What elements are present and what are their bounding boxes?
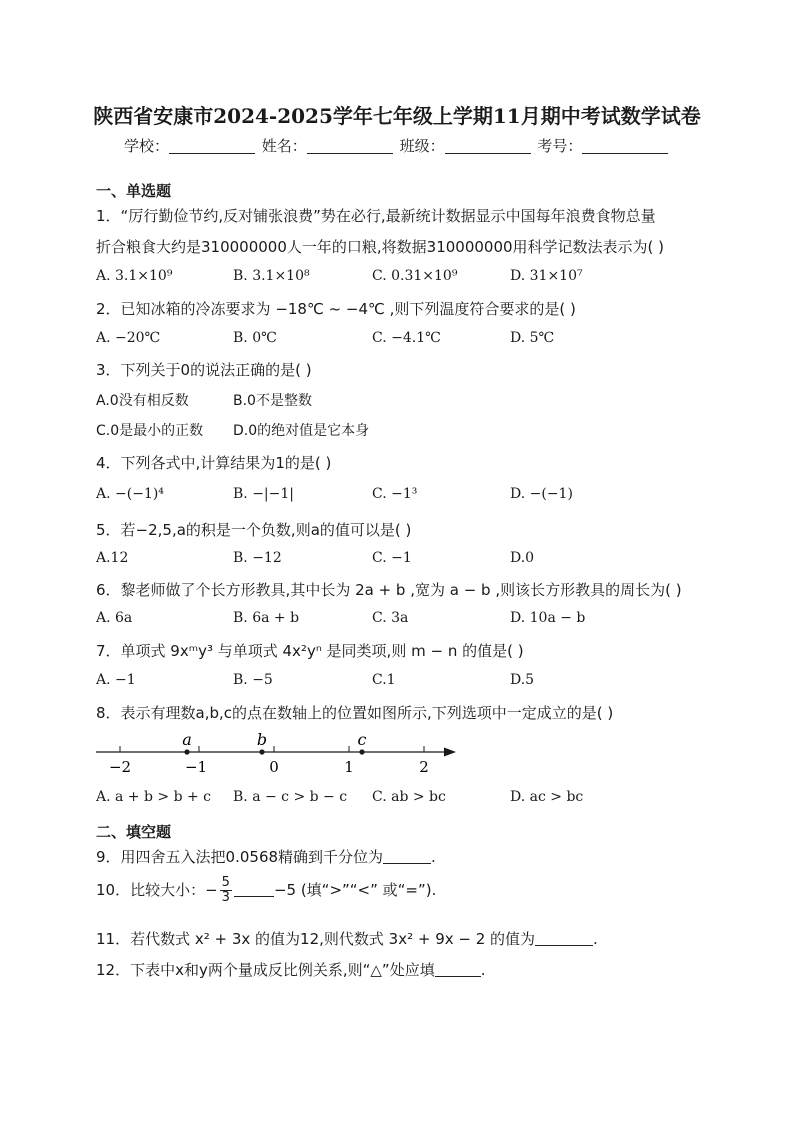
question-2-line-1: 2．已知冰箱的冷冻要求为 −18℃ ~ −4℃ ,则下列温度符合要求的是( ) xyxy=(96,300,576,318)
question-7-option-d[interactable]: D.5 xyxy=(510,672,535,688)
class-label: 班级： xyxy=(399,137,445,155)
question-10-fraction xyxy=(220,876,232,905)
question-3-option-a[interactable]: A.0没有相反数 xyxy=(96,393,189,409)
question-8-option-c[interactable]: C. ab > bc xyxy=(372,789,446,805)
question-10-answer-blank[interactable] xyxy=(234,882,274,897)
point-c-marker xyxy=(359,749,364,754)
question-3-option-b[interactable]: B.0不是整数 xyxy=(233,393,312,409)
question-1-option-a[interactable]: A. 3.1×10⁹ xyxy=(96,268,173,284)
question-6-line-1: 6．黎老师做了个长方形教具,其中长为 2a + b ,宽为 a − b ,则该长方形教具的周长为( ) xyxy=(96,581,682,599)
point-b-label: b xyxy=(256,730,268,749)
question-1-option-d[interactable]: D. 31×10⁷ xyxy=(510,268,583,284)
question-12 xyxy=(96,959,485,980)
question-6-option-d[interactable]: D. 10a − b xyxy=(510,610,586,626)
question-2-option-d[interactable]: D. 5℃ xyxy=(510,330,555,346)
question-7-line-1: 7．单项式 9xᵐy³ 与单项式 4x²yⁿ 是同类项,则 m − n 的值是( ) xyxy=(96,642,524,660)
question-9-answer-blank[interactable] xyxy=(383,849,431,864)
question-5-option-d[interactable]: D.0 xyxy=(510,550,535,566)
question-6-option-a[interactable]: A. 6a xyxy=(96,610,133,626)
number-line-ticks xyxy=(120,746,424,752)
question-10-tail: −5 (填“>”“<” 或“=”). xyxy=(273,881,437,899)
number-blank[interactable] xyxy=(582,138,668,154)
section-heading-single-choice: 一、单选题 xyxy=(96,182,172,200)
question-10-text: 10．比较大小：− xyxy=(96,881,218,899)
question-1-option-b[interactable]: B. 3.1×10⁸ xyxy=(233,268,310,284)
tick-label-neg2: −2 xyxy=(108,758,132,776)
school-blank[interactable] xyxy=(169,138,255,154)
question-8-option-a[interactable]: A. a + b > b + c xyxy=(96,789,212,805)
question-1-option-c[interactable]: C. 0.31×10⁹ xyxy=(372,268,458,284)
question-12-text: 12．下表中x和y两个量成反比例关系,则“△”处应填 xyxy=(96,961,435,979)
question-2-option-b[interactable]: B. 0℃ xyxy=(233,330,277,346)
question-7-option-b[interactable]: B. −5 xyxy=(233,672,273,688)
point-a-marker xyxy=(184,749,189,754)
question-8-line-1: 8．表示有理数a,b,c的点在数轴上的位置如图所示,下列选项中一定成立的是( ) xyxy=(96,704,614,722)
question-1-line-1: 1．“厉行勤俭节约,反对铺张浪费”势在必行,最新统计数据显示中国每年浪费食物总量 xyxy=(96,207,656,225)
name-label: 姓名： xyxy=(261,137,307,155)
question-6-option-c[interactable]: C. 3a xyxy=(372,610,409,626)
tick-label-0: 0 xyxy=(269,758,279,776)
class-blank[interactable] xyxy=(445,138,531,154)
tick-label-1: 1 xyxy=(344,758,354,776)
question-5-option-a[interactable]: A.12 xyxy=(96,550,129,566)
question-3-line-1: 3．下列关于0的说法正确的是( ) xyxy=(96,361,312,379)
question-12-end: . xyxy=(480,961,486,979)
number-line-figure xyxy=(90,728,470,780)
question-2-option-a[interactable]: A. −20℃ xyxy=(96,330,161,346)
point-c-label: c xyxy=(357,730,367,749)
question-5-option-c[interactable]: C. −1 xyxy=(372,550,412,566)
question-3-option-d[interactable]: D.0的绝对值是它本身 xyxy=(233,423,370,439)
number-label: 考号： xyxy=(537,137,583,155)
number-line-arrow-icon xyxy=(444,748,456,757)
page-title: 陕西省安康市2024-2025学年七年级上学期11月期中考试数学试卷 xyxy=(93,104,701,128)
question-12-answer-blank[interactable] xyxy=(435,962,481,977)
question-5-line-1: 5．若−2,5,a的积是一个负数,则a的值可以是( ) xyxy=(96,521,412,539)
question-1-line-2: 折合粮食大约是310000000人一年的口粮,将数据310000000用科学记数法表示为( ) xyxy=(96,238,665,256)
question-4-option-a[interactable]: A. −(−1)⁴ xyxy=(96,486,164,502)
student-info-row xyxy=(124,135,670,156)
question-9-end: . xyxy=(431,848,436,866)
question-11 xyxy=(96,928,598,949)
point-b-marker xyxy=(259,749,264,754)
question-11-end: . xyxy=(593,930,598,948)
tick-label-neg1: −1 xyxy=(184,758,208,776)
question-7-option-a[interactable]: A. −1 xyxy=(96,672,136,688)
question-2-option-c[interactable]: C. −4.1℃ xyxy=(372,330,441,346)
question-4-option-c[interactable]: C. −1³ xyxy=(372,486,418,502)
school-label: 学校： xyxy=(124,137,170,155)
question-7-option-c[interactable]: C.1 xyxy=(372,672,396,688)
question-9 xyxy=(96,846,436,867)
fraction-denominator: 3 xyxy=(221,890,230,905)
tick-label-2: 2 xyxy=(419,758,429,776)
question-11-answer-blank[interactable] xyxy=(535,931,593,946)
question-4-line-1: 4．下列各式中,计算结果为1的是( ) xyxy=(96,454,332,472)
question-3-option-c[interactable]: C.0是最小的正数 xyxy=(96,423,204,439)
question-8-option-b[interactable]: B. a − c > b − c xyxy=(233,789,348,805)
question-8-option-d[interactable]: D. ac > bc xyxy=(510,789,584,805)
question-4-option-d[interactable]: D. −(−1) xyxy=(510,486,573,502)
question-11-text: 11．若代数式 x² + 3x 的值为12,则代数式 3x² + 9x − 2 的值为 xyxy=(96,930,536,948)
question-6-option-b[interactable]: B. 6a + b xyxy=(233,610,300,626)
question-5-option-b[interactable]: B. −12 xyxy=(233,550,282,566)
question-10 xyxy=(96,876,436,905)
question-4-option-b[interactable]: B. −|−1| xyxy=(233,486,294,502)
name-blank[interactable] xyxy=(307,138,393,154)
question-9-text: 9．用四舍五入法把0.0568精确到千分位为 xyxy=(96,848,384,866)
fraction-numerator: 5 xyxy=(221,875,230,890)
section-heading-fill-blank: 二、填空题 xyxy=(96,823,172,841)
point-a-label: a xyxy=(182,730,192,749)
